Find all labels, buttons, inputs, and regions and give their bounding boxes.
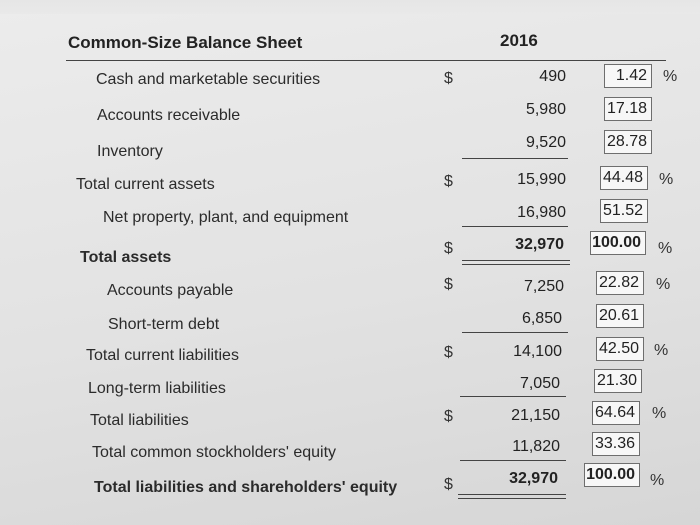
dollar-sign: $ [444,408,453,425]
amount-inventory: 9,520 [525,134,566,151]
pct-input-accounts-receivable[interactable]: 17.18 [604,97,652,121]
pct-input-common-equity[interactable]: 33.36 [592,432,640,456]
percent-sign: % [654,342,669,359]
pct-input-total-current-assets[interactable]: 44.48 [600,166,648,190]
row-label-cash: Cash and marketable securities [96,71,321,88]
subtotal-rule [462,226,568,227]
pct-input-inventory[interactable]: 28.78 [604,130,652,154]
amount-total-current-assets: 15,990 [517,171,566,188]
row-label-total-current-assets: Total current assets [76,176,215,193]
row-label-total-liabilities: Total liabilities [90,412,189,429]
pct-input-long-term-liabilities[interactable]: 21.30 [594,369,642,393]
amount-cash: 490 [539,68,566,85]
pct-input-total-assets[interactable]: 100.00 [590,231,646,255]
pct-input-total-current-liabilities[interactable]: 42.50 [596,337,644,361]
amount-total-current-liabilities: 14,100 [513,343,562,360]
amount-total-assets: 32,970 [515,236,564,253]
cropped-header-strip [0,0,700,14]
pct-input-cash[interactable]: 1.42 [604,64,652,88]
double-rule-top [458,494,566,495]
row-label-total-assets: Total assets [80,249,172,266]
dollar-sign: $ [444,476,453,493]
row-label-net-ppe: Net property, plant, and equipment [103,209,349,226]
pct-input-short-term-debt[interactable]: 20.61 [596,304,644,328]
amount-accounts-receivable: 5,980 [525,101,566,118]
amount-common-equity: 11,820 [512,438,560,455]
year-header: 2016 [500,31,538,50]
amount-short-term-debt: 6,850 [521,310,562,327]
double-rule-bottom [462,264,570,265]
percent-sign: % [663,68,678,85]
subtotal-rule [460,396,566,397]
percent-sign: % [656,276,671,293]
dollar-sign: $ [444,240,453,257]
row-label-inventory: Inventory [97,143,163,160]
dollar-sign: $ [444,70,453,87]
percent-sign: % [652,405,667,422]
pct-input-accounts-payable[interactable]: 22.82 [596,271,644,295]
dollar-sign: $ [444,173,453,190]
subtotal-rule [462,158,568,159]
amount-total-liabilities: 21,150 [511,407,560,424]
amount-long-term-liabilities: 7,050 [519,375,560,392]
percent-sign: % [650,472,665,489]
double-rule-top [462,260,570,261]
double-rule-bottom [458,498,566,499]
pct-input-total-liabilities-and-equity[interactable]: 100.00 [584,463,640,487]
row-label-common-equity: Total common stockholders' equity [92,444,337,461]
dollar-sign: $ [444,344,453,361]
row-label-total-liabilities-and-equity: Total liabilities and shareholders' equity [94,479,398,496]
dollar-sign: $ [444,276,453,293]
pct-input-net-ppe[interactable]: 51.52 [600,199,648,223]
header-rule [66,60,666,61]
percent-sign: % [658,240,673,257]
row-label-long-term-liabilities: Long-term liabilities [88,380,226,397]
row-label-accounts-receivable: Accounts receivable [97,107,241,124]
subtotal-rule [462,332,568,333]
row-label-short-term-debt: Short-term debt [108,316,220,333]
amount-total-liabilities-and-equity: 32,970 [509,470,558,487]
row-label-accounts-payable: Accounts payable [107,282,234,299]
percent-sign: % [659,171,674,188]
amount-accounts-payable: 7,250 [523,278,564,295]
pct-input-total-liabilities[interactable]: 64.64 [592,401,640,425]
sheet-title: Common-Size Balance Sheet [68,33,303,52]
row-label-total-current-liabilities: Total current liabilities [86,347,239,364]
subtotal-rule [460,460,566,461]
amount-net-ppe: 16,980 [517,204,566,221]
